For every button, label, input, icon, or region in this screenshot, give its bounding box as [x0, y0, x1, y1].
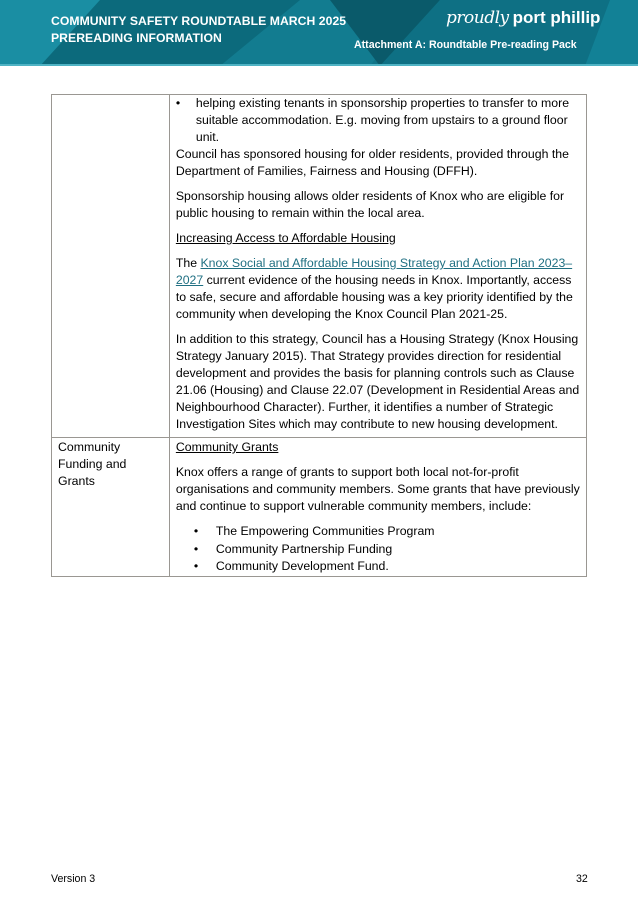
- paragraph: In addition to this strategy, Council has a Housing Strategy (Knox Housing Strategy January 2015). That Strategy provides direction for residential development and provides the basis for planning controls such as Clause 21.06 (Housing) and Clause 22.07 (Development in Residential Areas and Neighbourhood Character). Further, it identifies a number of Strategic Investigation Sites which may contribute to new housing development.: [175, 332, 580, 431]
- content-table: [51, 94, 587, 577]
- table-row: [52, 438, 587, 577]
- section-subheading: Community Grants: [175, 440, 279, 454]
- housing-strategy-link[interactable]: Knox Social and Affordable Housing Strategy and Action Plan 2023–2027: [175, 256, 573, 287]
- document-title-line-2: PREREADING INFORMATION: [51, 31, 222, 45]
- footer-page-number: 32: [576, 873, 588, 885]
- category-cell: Community Funding and Grants: [52, 438, 170, 577]
- grants-list: [176, 523, 580, 576]
- page-header-band: [0, 0, 638, 66]
- paragraph: Knox offers a range of grants to support both local not-for-profit organisations and community members. Some grants that have previously and continue to support vulnerable community members, include:: [175, 465, 580, 513]
- table-row: [52, 95, 587, 438]
- footer-version: Version 3: [51, 873, 96, 885]
- port-phillip-logo: [446, 8, 600, 28]
- document-title: [51, 13, 346, 47]
- list-item: • Community Partnership Funding: [176, 541, 580, 559]
- attachment-label: Attachment A: Roundtable Pre-reading Pack: [354, 39, 577, 51]
- document-title-line-1: COMMUNITY SAFETY ROUNDTABLE MARCH 2025: [51, 14, 347, 28]
- description-cell: [169, 95, 586, 438]
- description-cell: [169, 438, 586, 577]
- list-item: • Community Development Fund.: [176, 558, 580, 576]
- list-item: • helping existing tenants in sponsorship properties to transfer to more suitable accommodation. E.g. moving from upstairs to a ground floor unit.: [176, 95, 580, 146]
- logo-script-text: proudly: [446, 8, 509, 28]
- list-item: • The Empowering Communities Program: [176, 523, 580, 541]
- paragraph-suffix: current evidence of the housing needs in Knox. Importantly, access to safe, secure and affordable housing was a key priority identified by the community when developing the Knox Council Plan 2021-25.: [175, 273, 573, 321]
- logo-bold-text: port phillip: [512, 8, 601, 27]
- category-cell: [52, 95, 170, 438]
- paragraph: [176, 255, 580, 323]
- paragraph: Council has sponsored housing for older residents, provided through the Department of Families, Fairness and Housing (DFFH).: [175, 147, 569, 178]
- section-subheading: Increasing Access to Affordable Housing: [175, 231, 396, 245]
- header-accent-line: [0, 64, 638, 66]
- paragraph: Sponsorship housing allows older residents of Knox who are eligible for public housing to remain within the local area.: [175, 189, 565, 220]
- paragraph-prefix: The: [175, 256, 201, 270]
- bullet-list: [176, 95, 580, 146]
